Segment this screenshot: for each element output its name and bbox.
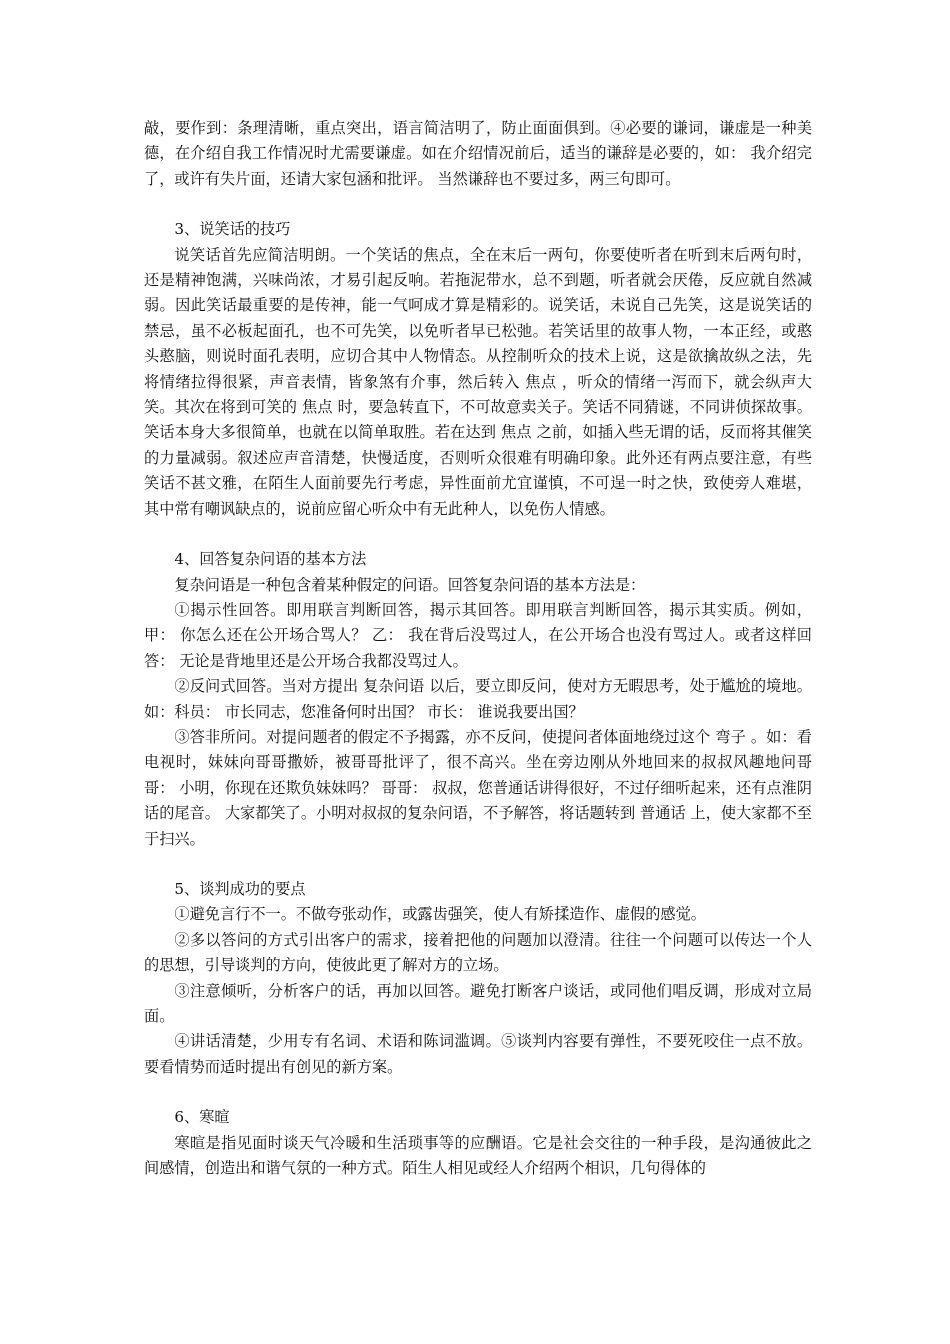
section-paragraph: ①揭示性回答。即用联言判断回答，揭示其回答。即用联言判断回答，揭示其实质。例如，甲： 你怎么还在公开场合骂人？ 乙： 我在背后没骂过人，在公开场合也没有骂过人。或者这样回答： 无论是背地里还是公开场合我都没骂过人。 xyxy=(144,600,812,670)
section-paragraph: 寒暄是指见面时谈天气冷暖和生活琐事等的应酬语。它是社会交往的一种手段，是沟通彼此之间感情，创造出和谐气氛的一种方式。陌生人相见或经人介绍两个相识，几句得体的 xyxy=(144,1133,812,1178)
section-gap xyxy=(144,852,812,877)
section-heading: 3、说笑话的技巧 xyxy=(174,220,291,239)
section-paragraph: ②多以答问的方式引出客户的需求，接着把他的问题加以澄清。往往一个问题可以传达一个人的思想，引导谈判的方向，使彼此更了解对方的立场。 xyxy=(144,930,812,975)
section-heading: 4、回答复杂问语的基本方法 xyxy=(174,550,367,569)
section-heading: 5、谈判成功的要点 xyxy=(174,879,306,898)
section-paragraph: ③答非所问。对提问题者的假定不予揭露，亦不反问，使提问者体面地绕过这个 弯子 。如：看电视时，妹妹向哥哥撒娇，被哥哥批评了，很不高兴。坐在旁边刚从外地回来的叔叔风趣地问哥哥： 小明，你现在还欺负妹妹吗？ 哥哥： 叔叔，您普通话讲得很好，不过仔细听起来，还有点淮阴话的尾音。 大家都笑了。小明对叔叔的复杂问语，不予解答，将话题转到 普通话 上，使大家都不至于扫兴。 xyxy=(144,727,812,848)
section-greetings xyxy=(144,1105,812,1181)
section-gap xyxy=(144,522,812,547)
section-heading: 6、寒暄 xyxy=(174,1108,230,1127)
section-gap xyxy=(144,1080,812,1105)
section-paragraph: ②反问式回答。当对方提出 复杂问语 以后，要立即反问，使对方无暇思考，处于尴尬的境地。如：科员： 市长同志，您准备何时出国？ 市长： 谁说我要出国？ xyxy=(144,677,812,721)
section-gap xyxy=(144,192,812,217)
document-page xyxy=(144,116,812,1181)
section-paragraph: 说笑话首先应简洁明朗。一个笑话的焦点，全在末后一两句，你要使听者在听到末后两句时，还是精神饱满，兴味尚浓，才易引起反响。若拖泥带水，总不到题，听者就会厌倦，反应就自然减弱。因此笑话最重要的是传神，能一气呵成才算是精彩的。说笑话，未说自己先笑，这是说笑话的禁忌，虽不必板起面孔，也不可先笑，以免听者早已松弛。若笑话里的故事人物，一本正经，或憨头憨脑，则说时面孔表明，应切合其中人物情态。从控制听众的技术上说，这是欲擒故纵之法，先将情绪拉得很紧，声音表情，皆象煞有介事，然后转入 焦点 ，听众的情绪一泻而下，就会纵声大笑。其次在将到可笑的 焦点 时，要急转直下，不可故意卖关子。笑话不同猜谜，不同讲侦探故事。笑话本身大多很简单，也就在以简单取胜。若在达到 焦点 之前，如插入些无谓的话，反而将其催笑的力量减弱。叙述应声音清楚，快慢适度，否则听众很难有明确印象。此外还有两点要注意，有些笑话不甚文雅，在陌生人面前要先行考虑，异性面前尤宜谨慎，不可逞一时之快，致使旁人难堪，其中常有嘲讽缺点的，说前应留心听众中有无此种人，以免伤人情感。 xyxy=(144,245,812,518)
section-negotiation xyxy=(144,877,812,1080)
section-paragraph: ④讲话清楚，少用专有名词、术语和陈词滥调。⑤谈判内容要有弹性，不要死咬住一点不放。要看情势而适时提出有创见的新方案。 xyxy=(144,1032,812,1076)
section-paragraph: 复杂问语是一种包含着某种假定的问语。回答复杂问语的基本方法是： xyxy=(174,575,646,594)
section-paragraph: ③注意倾听，分析客户的话，再加以回答。避免打断客户谈话，或同他们唱反调，形成对立局面。 xyxy=(144,981,812,1025)
intro-paragraph: 敲，要作到：条理清晰，重点突出，语言简洁明了，防止面面俱到。④必要的谦词，谦虚是一种美德，在介绍自我工作情况时尤需要谦虚。如在介绍情况前后，适当的谦辞是必要的，如： 我介绍完了，或许有失片面，还请大家包涵和批评。 当然谦辞也不要过多，两三句即可。 xyxy=(144,119,812,188)
section-paragraph: ①避免言行不一。不做夸张动作，或露齿强笑，使人有矫揉造作、虚假的感觉。 xyxy=(174,905,706,924)
section-complex-questions xyxy=(144,547,812,852)
section-joke-skills xyxy=(144,217,812,522)
